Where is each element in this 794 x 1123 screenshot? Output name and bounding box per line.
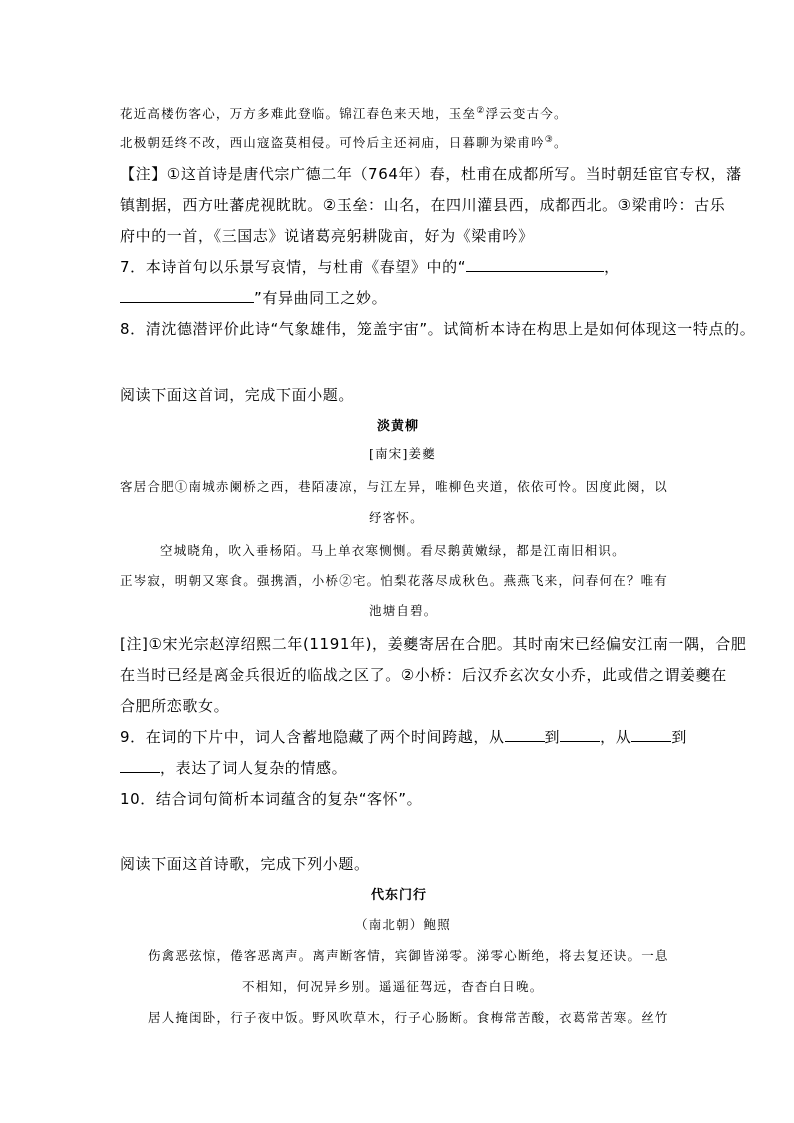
- poem2-note-3: 合肥所恋歌女。: [120, 697, 230, 715]
- poem2-preface-1: 客居合肥①南城赤阑桥之西，巷陌凄凉，与江左异，唯柳色夹道，依依可怜。因度此阕，以: [120, 479, 669, 494]
- poem1-line-2: 北极朝廷终不改，西山寇盗莫相侵。可怜后主还祠庙，日暮聊为梁甫吟③。: [120, 134, 568, 150]
- poem2-preface-2: 纾客怀。: [369, 510, 424, 525]
- question-10: 10．结合词句简析本词蕴含的复杂“客怀”。: [120, 790, 423, 808]
- poem3-line-3: 居人掩闺卧，行子夜中饭。野风吹草木，行子心肠断。食梅常苦酸，衣葛常苦寒。丝竹: [148, 1010, 669, 1025]
- poem2-note-1: [注]①宋光宗赵淳绍熙二年(1191年)，姜夔寄居在合肥。其时南宋已经偏安江南一隅，合肥: [120, 635, 747, 653]
- poem1-note-2: 镇割据，西方吐蕃虎视眈眈。②玉垒：山名，在四川灌县西，成都西北。③梁甫吟：古乐: [120, 196, 726, 214]
- answer-blank[interactable]: [505, 726, 545, 742]
- answer-blank[interactable]: [560, 726, 600, 742]
- poem3-line-1: 伤禽恶弦惊，倦客恶离声。离声断客情，宾御皆涕零。涕零心断绝，将去复还诀。一息: [148, 948, 669, 963]
- poem2-title: 淡黄柳: [377, 419, 420, 434]
- poem2-line-1: 空城晓角，吹入垂杨陌。马上单衣寒恻恻。看尽鹅黄嫩绿，都是江南旧相识。: [160, 543, 626, 558]
- poem1-line-1: 花近高楼伤客心，万方多难此登临。锦江春色来天地，玉垒②浮云变古今。: [120, 105, 568, 121]
- poem3-author: （南北朝）鲍照: [355, 917, 451, 932]
- answer-blank[interactable]: [120, 287, 254, 303]
- answer-blank[interactable]: [631, 726, 671, 742]
- question-9-line-1: 9．在词的下片中，词人含蓄地隐藏了两个时间跨越，从 到 ，从 到: [120, 728, 687, 746]
- answer-blank[interactable]: [466, 256, 604, 272]
- question-9-line-2: ，表达了词人复杂的情感。: [120, 757, 347, 778]
- question-7-line-1: 7．本诗首句以乐景写哀情，与杜甫《春望》中的“ ，: [120, 258, 620, 276]
- section-3-intro: 阅读下面这首诗歌，完成下列小题。: [120, 855, 370, 873]
- poem1-note-1: 【注】①这首诗是唐代宗广德二年（764年）春，杜甫在成都所写。当时朝廷宦官专权，藩: [120, 165, 742, 183]
- poem3-line-2: 不相知，何况异乡别。遥遥征驾远，杳杳白日晚。: [242, 979, 544, 994]
- poem2-line-3: 池塘自碧。: [369, 603, 438, 618]
- poem2-line-2: 正岑寂，明朝又寒食。强携酒，小桥②宅。怕梨花落尽成秋色。燕燕飞来，问春何在？唯有: [120, 573, 669, 588]
- question-7-line-2: ”有异曲同工之妙。: [120, 287, 387, 308]
- poem1-note-3: 府中的一首，《三国志》说诸葛亮躬耕陇亩，好为《梁甫吟》: [120, 227, 534, 245]
- section-2-intro: 阅读下面这首词，完成下面小题。: [120, 386, 355, 404]
- poem3-title: 代东门行: [371, 888, 428, 903]
- poem2-author: [南宋]姜夔: [369, 446, 436, 461]
- question-8: 8．清沈德潜评价此诗“气象雄伟，笼盖宇宙”。试简析本诗在构思上是如何体现这一特点的。: [120, 320, 756, 338]
- poem2-note-2: 在当时已经是离金兵很近的临战之区了。②小桥：后汉乔玄次女小乔，此或借之谓姜夔在: [120, 666, 727, 684]
- answer-blank[interactable]: [120, 757, 160, 773]
